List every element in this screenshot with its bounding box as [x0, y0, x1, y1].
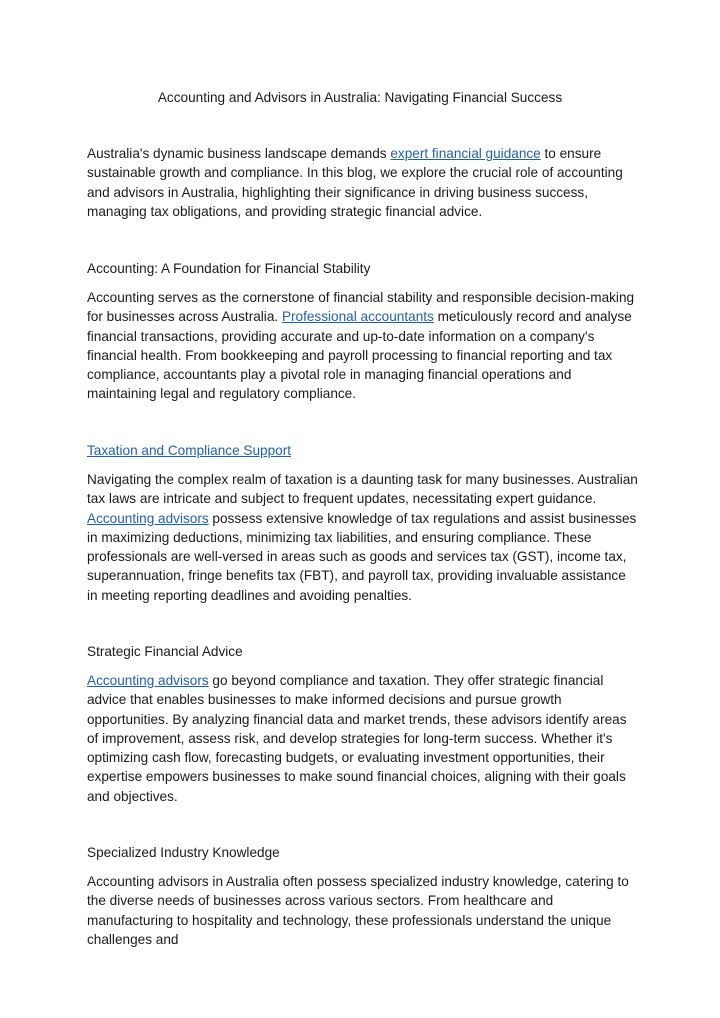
heading-strategic-advice: Strategic Financial Advice	[87, 644, 243, 659]
paragraph-accounting-foundation	[87, 288, 639, 404]
paragraph-text-end: meticulously record and analyse financial transactions, providing accurate and up-to-date information on a company's financial health. From bookkeeping and payroll processing to financial reporting and tax compliance, accountants play a pivotal role in managing financial operations and maintaining legal and regulatory compliance.	[87, 309, 632, 402]
paragraph-strategic-advice	[87, 671, 639, 806]
accounting-advisors-link[interactable]: Accounting advisors	[87, 510, 209, 526]
taxation-compliance-link[interactable]: Taxation and Compliance Support	[87, 443, 292, 458]
document-title: Accounting and Advisors in Australia: Navigating Financial Success	[157, 90, 563, 105]
intro-paragraph	[87, 144, 639, 221]
paragraph-industry-knowledge: Accounting advisors in Australia often possess specialized industry knowledge, catering to the diverse needs of businesses across various sectors. From healthcare and manufacturing to hospitality and technology, these professionals understand the unique challenges and	[87, 874, 629, 947]
expert-financial-guidance-link[interactable]: expert financial guidance	[390, 146, 541, 161]
paragraph-text-start: Accounting serves as the cornerstone of financial stability and responsible decision-making for businesses across Australia.	[87, 290, 635, 325]
heading-taxation-compliance	[87, 441, 291, 460]
intro-text-start: Australia's dynamic business landscape demands	[87, 146, 391, 161]
heading-industry-knowledge: Specialized Industry Knowledge	[87, 845, 280, 860]
paragraph-text-end: possess extensive knowledge of tax regulations and assist businesses in maximizing deductions, minimizing tax liabilities, and ensuring compliance. These professionals are well-versed in areas such as goods and services tax (GST), income tax, superannuation, fringe benefits tax (FBT), and payroll tax, providing invaluable assistance in meeting reporting deadlines and avoiding penalties.	[87, 510, 637, 603]
accounting-advisors-link-2[interactable]: Accounting advisors	[87, 673, 209, 688]
paragraph-taxation-compliance	[87, 470, 639, 605]
professional-accountants-link[interactable]: Professional accountants	[281, 309, 434, 325]
paragraph-text-end: go beyond compliance and taxation. They offer strategic financial advice that enables businesses to make informed decisions and pursue growth opportunities. By analyzing financial data and market trends, these advisors identify areas of improvement, assess risk, and develop strategies for long-term success. Whether it's optimizing cash flow, forecasting budgets, or evaluating investment opportunities, their expertise empowers businesses to make sound financial choices, aligning with their goals and objectives.	[87, 673, 627, 804]
heading-accounting-foundation: Accounting: A Foundation for Financial Stability	[87, 261, 371, 276]
intro-text-end: to ensure sustainable growth and compliance. In this blog, we explore the crucial role of accounting and advisors in Australia, highlighting their significance in driving business success, managing tax obligations, and providing strategic financial advice.	[87, 146, 623, 219]
paragraph-text-start: Navigating the complex realm of taxation is a daunting task for many businesses. Australian tax laws are intricate and subject to frequent updates, necessitating expert guidance.	[87, 472, 638, 507]
